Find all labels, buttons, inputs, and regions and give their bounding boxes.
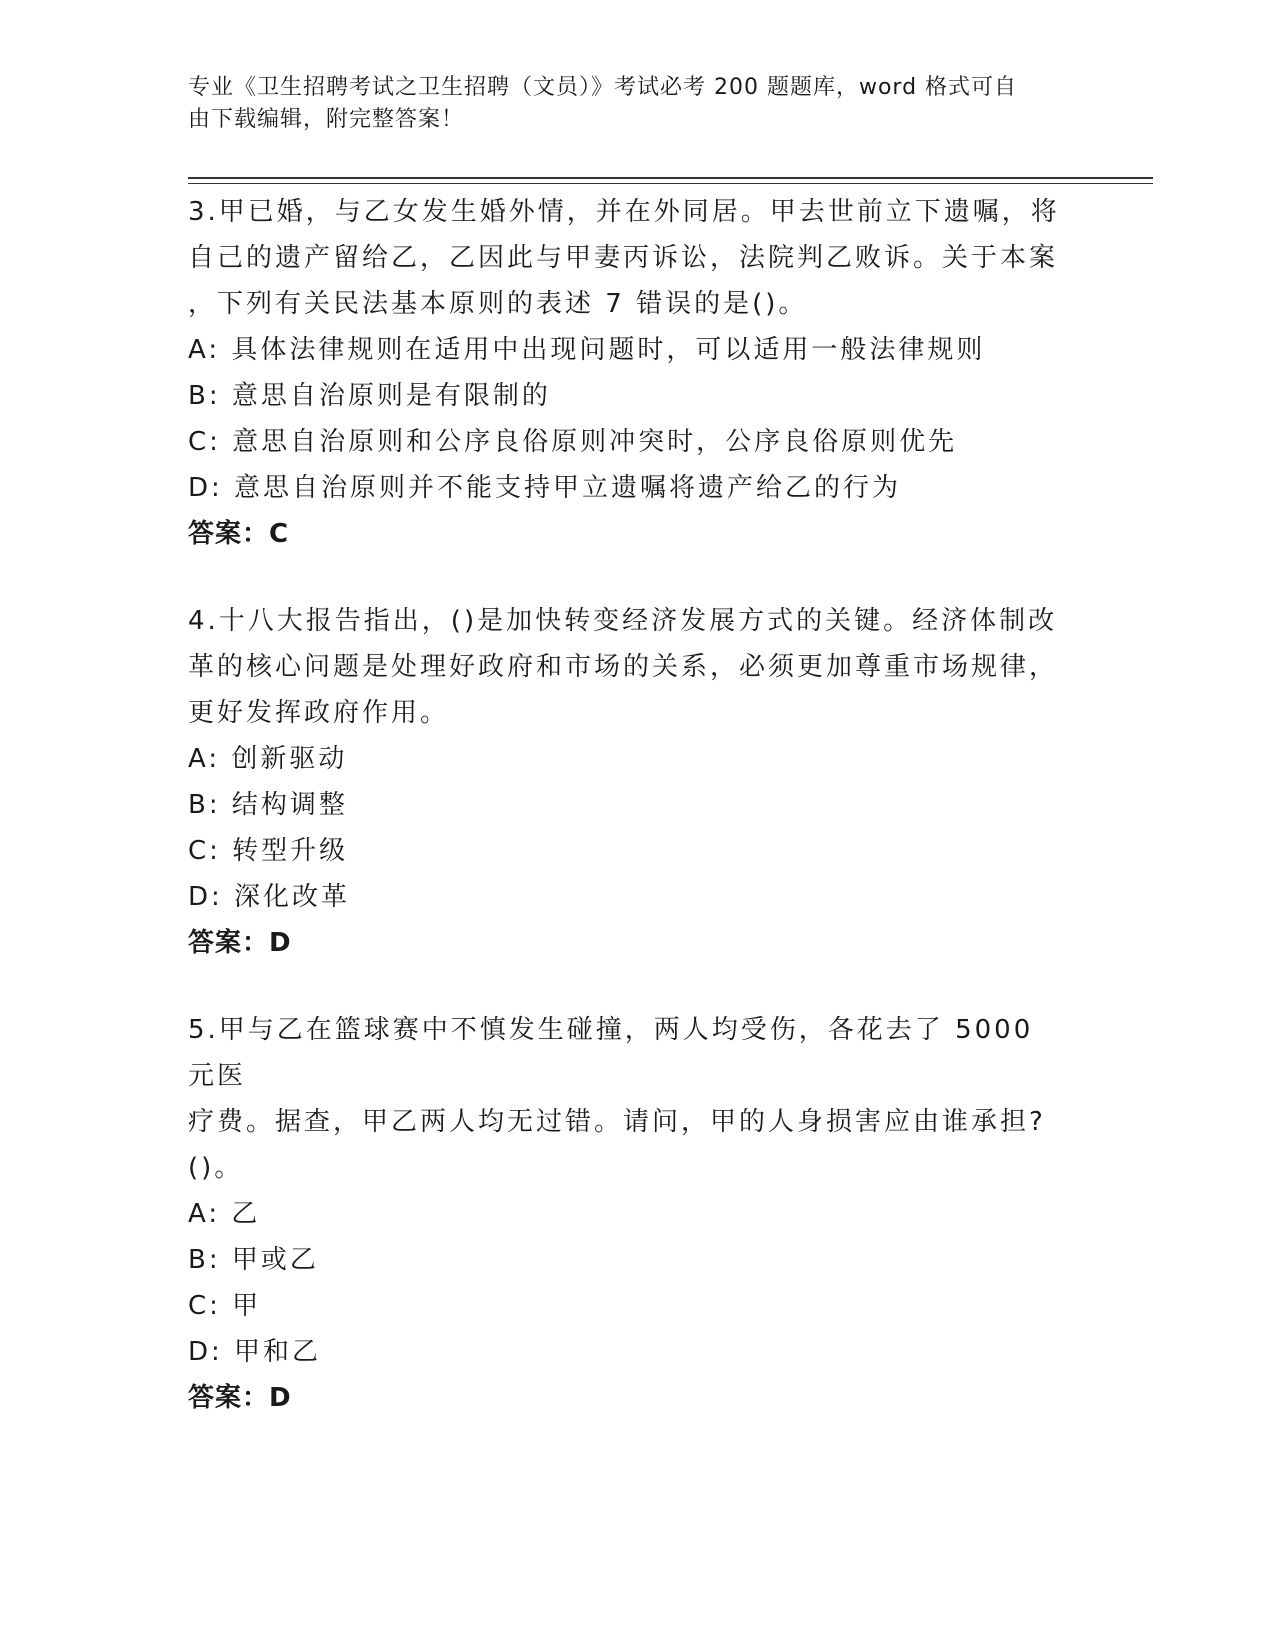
option-a: A: 乙	[188, 1199, 261, 1229]
question-stem-line: 4.十八大报告指出，()是加快转变经济发展方式的关键。经济体制改	[188, 606, 1058, 636]
document-header	[188, 72, 1068, 136]
option-d: D: 甲和乙	[188, 1337, 322, 1367]
header-line-1: 专业《卫生招聘考试之卫生招聘（文员）》考试必考 200 题题库，word 格式可自	[188, 75, 1018, 100]
question-4	[188, 598, 1068, 966]
option-a: A: 具体法律规则在适用中出现问题时，可以适用一般法律规则	[188, 335, 986, 365]
question-stem-line: 3.甲已婚，与乙女发生婚外情，并在外同居。甲去世前立下遗嘱，将	[188, 197, 1060, 227]
option-c: C: 意思自治原则和公序良俗原则冲突时，公序良俗原则优先	[188, 427, 958, 457]
answer: 答案：D	[188, 1383, 292, 1413]
answer: 答案：D	[188, 928, 292, 958]
question-stem-line: 疗费。据查，甲乙两人均无过错。请问，甲的人身损害应由谁承担?	[188, 1107, 1046, 1137]
header-line-2: 由下载编辑，附完整答案！	[188, 107, 465, 132]
question-stem-line: 自己的遗产留给乙，乙因此与甲妻丙诉讼，法院判乙败诉。关于本案	[188, 243, 1059, 273]
question-stem-line: ()。	[188, 1153, 244, 1183]
option-c: C: 转型升级	[188, 836, 349, 866]
answer: 答案：C	[188, 519, 290, 549]
option-d: D: 意思自治原则并不能支持甲立遗嘱将遗产给乙的行为	[188, 473, 902, 503]
option-d: D: 深化改革	[188, 882, 351, 912]
option-b: B: 意思自治原则是有限制的	[188, 381, 551, 411]
option-c: C: 甲	[188, 1291, 262, 1321]
question-stem-line: 5.甲与乙在篮球赛中不慎发生碰撞，两人均受伤，各花去了 5000 元医	[188, 1015, 1034, 1091]
question-stem-line: 更好发挥政府作用。	[188, 698, 450, 728]
header-divider-bottom	[188, 183, 1153, 184]
question-stem-line: ，下列有关民法基本原则的表述 7 错误的是()。	[188, 289, 808, 319]
option-b: B: 结构调整	[188, 790, 348, 820]
question-3	[188, 189, 1068, 557]
option-b: B: 甲或乙	[188, 1245, 319, 1275]
question-stem-line: 革的核心问题是处理好政府和市场的关系，必须更加尊重市场规律，	[188, 652, 1059, 682]
question-5	[188, 1007, 1068, 1421]
header-divider-top	[188, 177, 1153, 179]
option-a: A: 创新驱动	[188, 744, 348, 774]
